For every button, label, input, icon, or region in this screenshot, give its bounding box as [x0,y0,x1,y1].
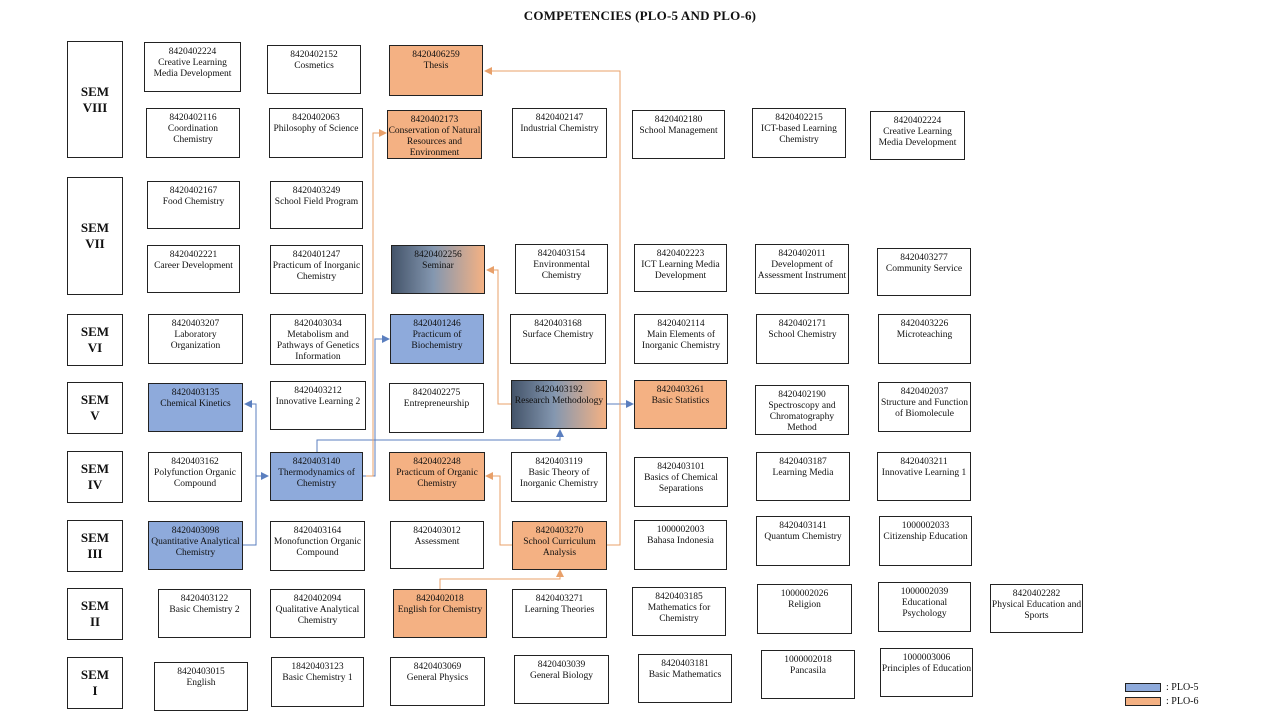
course-box: 8420403069 General Physics [390,657,485,706]
course-box: 8420403034 Metabolism and Pathways of Genetics Information [270,314,366,365]
course-box: 8420401247 Practicum of Inorganic Chemistry [270,245,363,294]
semester-label-viii: SEM VIII [67,41,123,158]
course-box: 8420403249 School Field Program [270,181,363,229]
course-box: 8420403039 General Biology [514,655,609,704]
course-box: 8420403277 Community Service [877,248,971,296]
course-box: 8420403187 Learning Media [756,452,850,501]
course-box: 8420402221 Career Development [147,245,240,293]
semester-label-vii: SEM VII [67,177,123,295]
course-box: 8420402152 Cosmetics [267,45,361,94]
course-box: 8420403164 Monofunction Organic Compound [270,521,365,571]
course-box: 8420402224 Creative Learning Media Development [144,42,241,92]
course-box: 8420403015 English [154,662,248,711]
course-box-plo6: 8420402248 Practicum of Organic Chemistry [389,452,485,501]
course-box: 8420403212 Innovative Learning 2 [270,381,366,430]
link-thermodynamics-to-biochemistry [362,339,389,476]
course-box: 8420402114 Main Elements of Inorganic Chemistry [634,314,728,364]
course-box: 8420402223 ICT Learning Media Development [634,244,727,292]
course-box: 8420402167 Food Chemistry [147,181,240,229]
course-box-plo6: 8420402173 Conservation of Natural Resources and Environment [387,110,482,159]
course-box: 8420402037 Structure and Function of Biomolecule [878,382,971,432]
course-box: 8420403154 Environmental Chemistry [515,244,608,294]
legend-label-plo6: : PLO-6 [1166,696,1199,707]
course-box: 1000002026 Religion [757,584,852,634]
course-box: 8420402094 Qualitative Analytical Chemistry [270,589,365,638]
course-box-plo5: 8420403135 Chemical Kinetics [148,383,243,432]
course-box: 18420403123 Basic Chemistry 1 [271,657,364,707]
course-box: 1000002003 Bahasa Indonesia [634,520,727,570]
course-box: 8420402275 Entrepreneurship [389,383,484,433]
course-box: 8420403181 Basic Mathematics [638,654,732,703]
course-box: 8420402011 Development of Assessment Instrument [755,244,849,294]
course-box: 8420402171 School Chemistry [756,314,849,364]
link-research-to-seminar [487,270,512,404]
course-box: 8420402063 Philosophy of Science [269,108,363,158]
semester-label-ii: SEM II [67,588,123,640]
link-quantitative-to-thermodynamics [243,476,268,545]
course-box: 8420403168 Surface Chemistry [510,314,606,364]
course-box: 8420402180 School Management [632,110,725,159]
course-box: 8420402224 Creative Learning Media Development [870,111,965,160]
course-box: 8420402116 Coordination Chemistry [146,108,240,158]
course-box-plo5-plo6: 8420402256 Seminar [391,245,485,294]
course-box: 1000003006 Principles of Education [880,648,973,697]
course-box: 8420403122 Basic Chemistry 2 [158,589,251,638]
course-box: 8420403207 Laboratory Organization [148,314,243,364]
course-box-plo5-plo6: 8420403192 Research Methodology [511,380,607,429]
course-box: 8420402282 Physical Education and Sports [990,584,1083,633]
course-box: 1000002033 Citizenship Education [879,516,972,566]
course-box: 8420403211 Innovative Learning 1 [877,452,971,501]
legend-label-plo5: : PLO-5 [1166,682,1199,693]
legend-swatch-plo5 [1125,683,1161,692]
link-curriculum-to-practicum-organic [486,476,512,545]
semester-label-i: SEM I [67,657,123,709]
course-box: 8420403162 Polyfunction Organic Compound [148,452,242,502]
diagram-title: COMPETENCIES (PLO-5 AND PLO-6) [523,8,757,23]
course-box-plo5: 8420403098 Quantitative Analytical Chemistry [148,521,243,570]
course-box: 8420403012 Assessment [390,521,484,569]
semester-label-vi: SEM VI [67,314,123,366]
link-practicum-to-conservation [366,133,386,476]
course-box: 1000002039 Educational Psychology [878,582,971,632]
course-box: 8420403185 Mathematics for Chemistry [632,587,726,636]
course-box: 8420403101 Basics of Chemical Separations [634,457,728,507]
link-english-to-curriculum [440,570,560,589]
semester-label-v: SEM V [67,382,123,434]
course-box-plo6: 8420402018 English for Chemistry [393,589,487,638]
course-box: 1000002018 Pancasila [761,650,855,699]
course-box: 8420403119 Basic Theory of Inorganic Chemistry [511,452,607,502]
course-box: 8420403141 Quantum Chemistry [756,516,850,566]
course-box-plo5: 8420401246 Practicum of Biochemistry [390,314,484,364]
course-box-plo6: 8420406259 Thesis [389,45,483,96]
course-box: 8420402215 ICT-based Learning Chemistry [752,108,846,158]
link-thermodynamics-to-kinetics [245,404,268,476]
course-box-plo5: 8420403140 Thermodynamics of Chemistry [270,452,363,501]
course-box: 8420402147 Industrial Chemistry [512,108,607,158]
course-box: 8420403271 Learning Theories [512,589,607,638]
course-box-plo6: 8420403270 School Curriculum Analysis [512,521,607,570]
course-box: 8420403226 Microteaching [878,314,971,364]
course-box: 8420402190 Spectroscopy and Chromatography Method [755,385,849,435]
semester-label-iv: SEM IV [67,451,123,503]
semester-label-iii: SEM III [67,520,123,572]
course-box-plo6: 8420403261 Basic Statistics [634,380,727,429]
legend-swatch-plo6 [1125,697,1161,706]
link-thermodynamics-to-research [317,430,560,452]
